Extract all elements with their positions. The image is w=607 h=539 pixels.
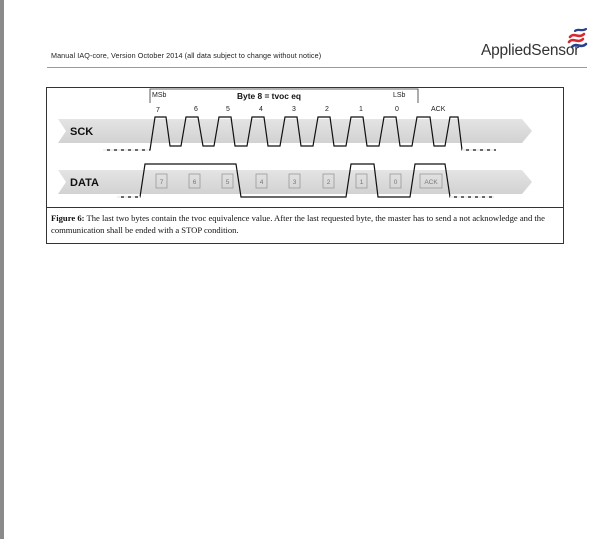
data-bit-box-label-6: 6 xyxy=(192,179,197,186)
figure-caption xyxy=(51,212,560,236)
data-bit-box-label-2: 2 xyxy=(326,179,331,186)
data-bit-box-label-3: 3 xyxy=(292,179,297,186)
msb-label: MSb xyxy=(152,92,167,99)
bit-label-ack: ACK xyxy=(431,106,446,113)
data-bit-box-label-0: 0 xyxy=(393,179,398,186)
bit-label-0: 0 xyxy=(395,106,399,113)
data-bit-box-label-7: 7 xyxy=(159,179,164,186)
data-bit-box-label-1: 1 xyxy=(359,179,364,186)
bit-label-1: 1 xyxy=(359,106,363,113)
byte-label: Byte 8 = tvoc eq xyxy=(237,91,302,101)
lsb-label: LSb xyxy=(393,92,406,99)
data-label: DATA xyxy=(70,177,99,189)
caption-text: The last two bytes contain the tvoc equivalence value. After the last requested byte, the master has to send a not acknowledge and the communication shall be ended with a STOP condition. xyxy=(51,213,545,235)
bit-label-2: 2 xyxy=(325,106,329,113)
bit-label-5: 5 xyxy=(226,106,230,113)
manual-header-text: Manual IAQ-core, Version October 2014 (all data subject to change without notice) xyxy=(51,51,322,60)
bit-label-3: 3 xyxy=(292,106,296,113)
figure-label: Figure 6: xyxy=(51,213,85,223)
data-bit-box-label-ack: ACK xyxy=(424,179,438,186)
bit-label-6: 6 xyxy=(194,106,198,113)
bit-label-7: 7 xyxy=(156,107,160,114)
bit-label-4: 4 xyxy=(259,106,263,113)
data-bit-box-label-5: 5 xyxy=(225,179,230,186)
caption-divider xyxy=(46,207,564,208)
sck-label: SCK xyxy=(70,126,94,138)
data-bit-box-label-4: 4 xyxy=(259,179,264,186)
brand-name: AppliedSensor xyxy=(481,42,580,59)
